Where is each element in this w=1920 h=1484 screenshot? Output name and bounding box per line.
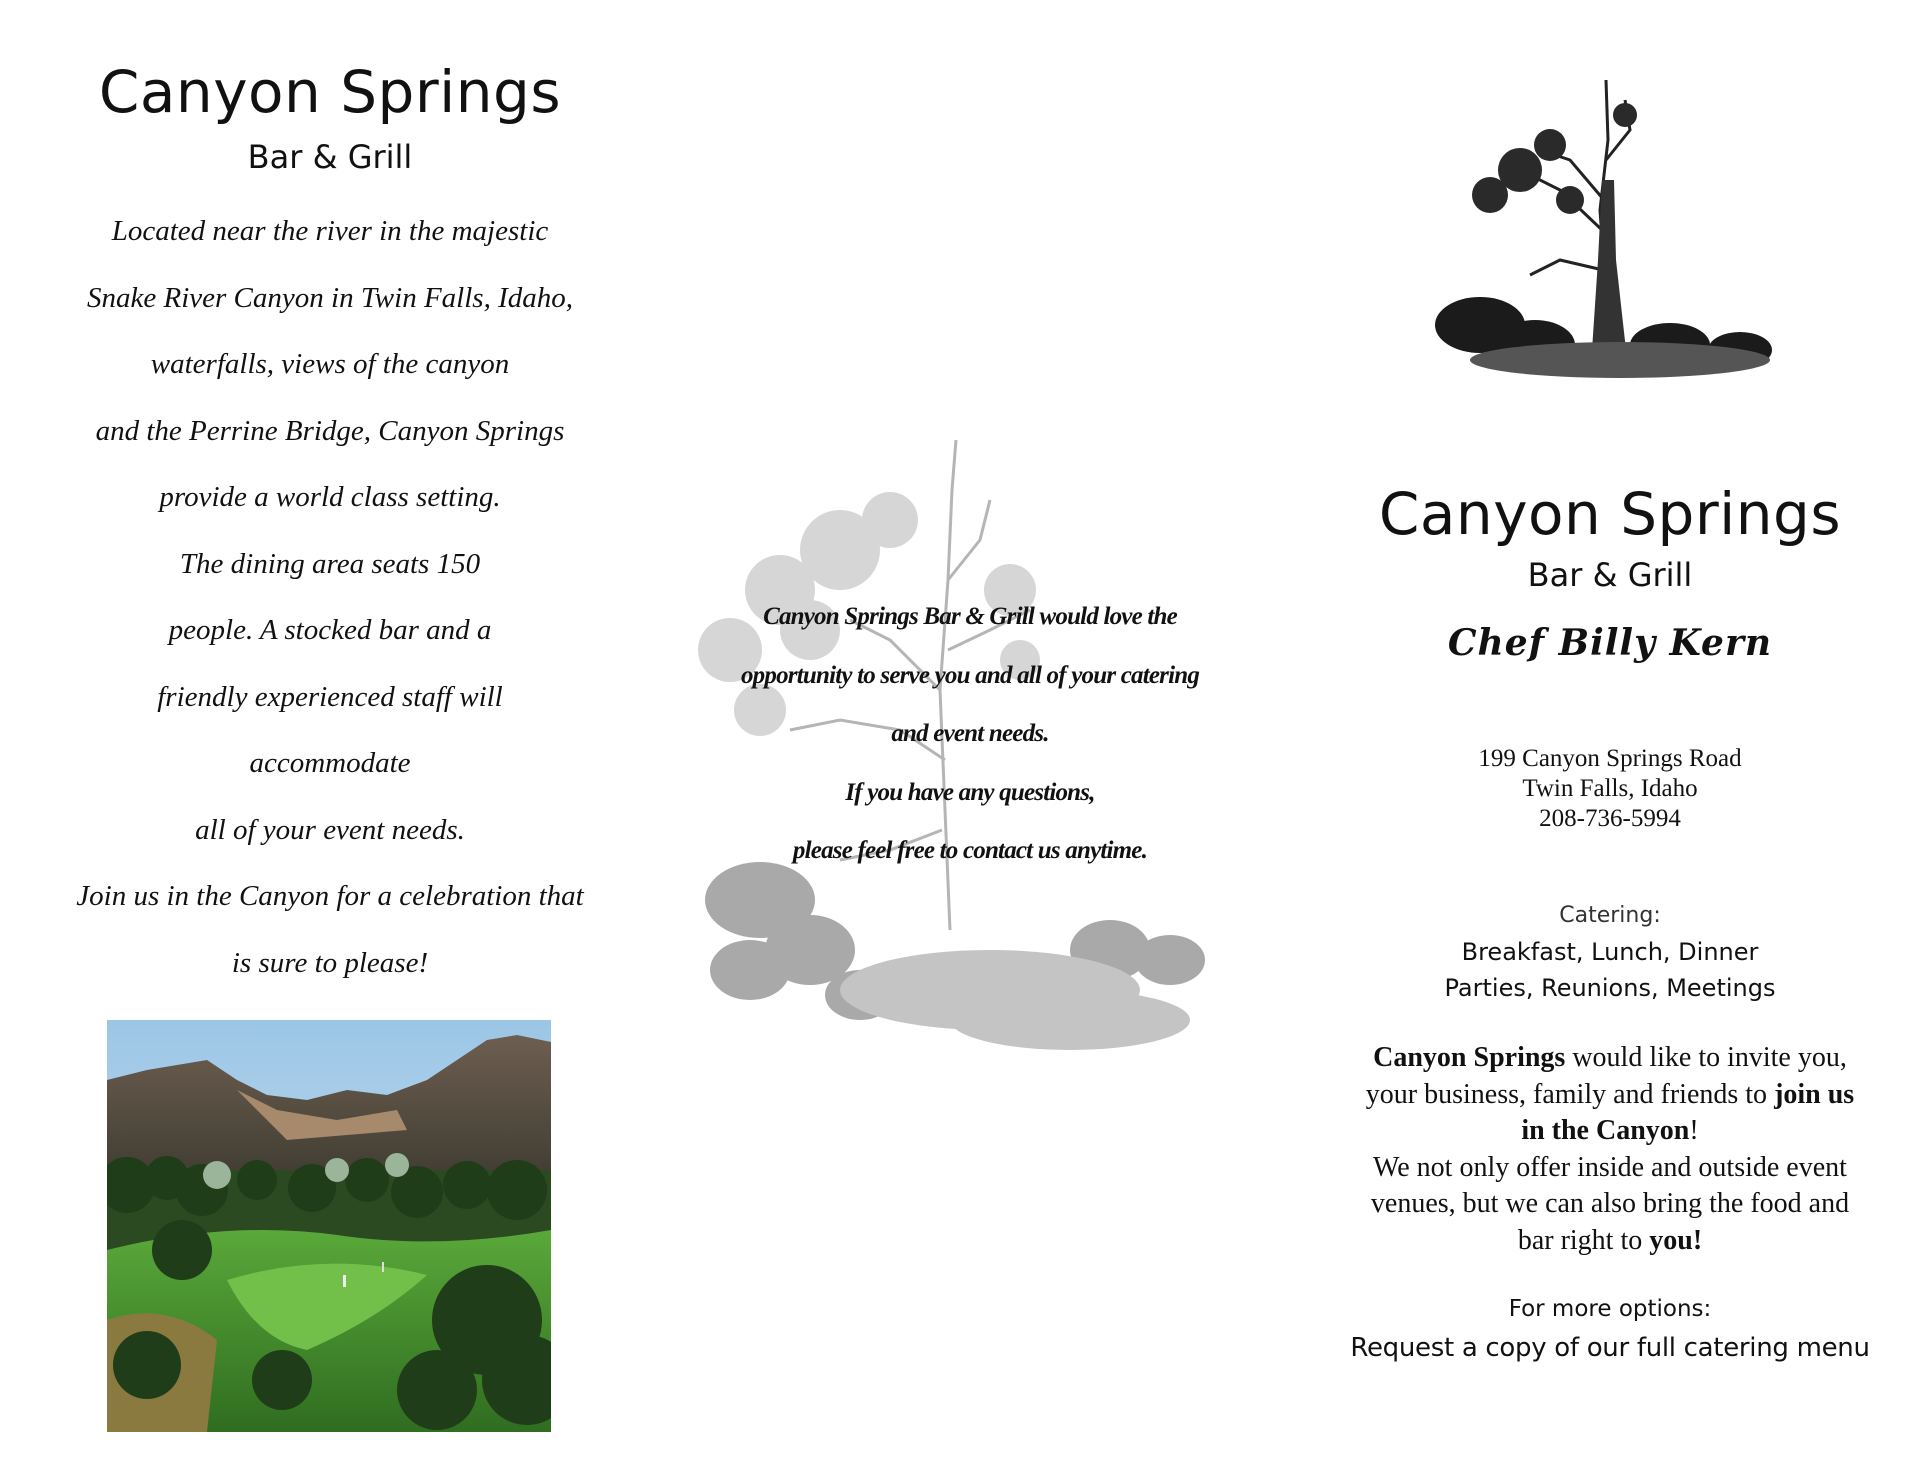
left-panel — [0, 0, 660, 1484]
message-line: please feel free to contact us anytime. — [792, 837, 1148, 864]
intro-line: Join us in the Canyon for a celebration that — [76, 880, 584, 912]
intro-line: friendly experienced staff will — [157, 680, 503, 713]
intro-paragraph — [40, 198, 620, 996]
message-line: If you have any questions, — [845, 778, 1095, 806]
intro-line: and the Perrine Bridge, Canyon Springs — [95, 414, 565, 447]
catering-meals: Breakfast, Lunch, Dinner — [1461, 938, 1759, 966]
catering-message — [690, 588, 1250, 881]
intro-line: accommodate — [249, 747, 411, 779]
request-menu-text: Request a copy of our full catering menu — [1350, 1333, 1870, 1363]
city-state: Twin Falls, Idaho — [1522, 775, 1698, 802]
invite-bold-you: you! — [1649, 1224, 1703, 1256]
message-line: Canyon Springs Bar & Grill would love the — [763, 603, 1177, 630]
invite-bold-name: Canyon Springs — [1373, 1042, 1566, 1073]
intro-line: Snake River Canyon in Twin Falls, Idaho, — [87, 281, 573, 314]
right-subtitle: Bar & Grill — [1527, 556, 1693, 594]
phone-number: 208-736-5994 — [1539, 805, 1681, 832]
invite-text: would like to invite you, your business, family and friends to — [1365, 1042, 1847, 1110]
left-subtitle: Bar & Grill — [247, 138, 413, 176]
right-title: Canyon Springs — [1378, 480, 1842, 548]
catering-events: Parties, Reunions, Meetings — [1444, 974, 1776, 1002]
middle-panel — [660, 0, 1280, 1484]
intro-line: all of your event needs. — [195, 813, 465, 846]
more-options-label: For more options: — [1508, 1296, 1712, 1322]
address-block — [1300, 744, 1920, 834]
golf-course-photo — [107, 1020, 551, 1432]
intro-line: is sure to please! — [231, 946, 429, 979]
left-title: Canyon Springs — [98, 58, 562, 126]
message-line: and event needs. — [891, 720, 1049, 747]
right-panel — [1300, 0, 1920, 1484]
street-address: 199 Canyon Springs Road — [1478, 745, 1742, 772]
invite-exclaim: ! — [1689, 1115, 1699, 1146]
intro-line: waterfalls, views of the canyon — [150, 348, 510, 380]
invite-bold-join: join us in the Canyon — [1521, 1078, 1855, 1146]
intro-line: people. A stocked bar and a — [168, 614, 492, 646]
invite-offer-text: We not only offer inside and outside event venues, but we can also bring the food and bar right to — [1370, 1151, 1850, 1256]
intro-line: provide a world class setting. — [159, 481, 501, 513]
invite-paragraph — [1360, 1040, 1860, 1259]
catering-label: Catering: — [1559, 903, 1661, 928]
chef-name: Chef Billy Kern — [1447, 622, 1773, 664]
intro-line: Located near the river in the majestic — [111, 215, 549, 247]
tree-illustration — [1420, 60, 1840, 410]
message-line: opportunity to serve you and all of your catering — [740, 661, 1200, 689]
intro-line: The dining area seats 150 — [179, 547, 481, 580]
